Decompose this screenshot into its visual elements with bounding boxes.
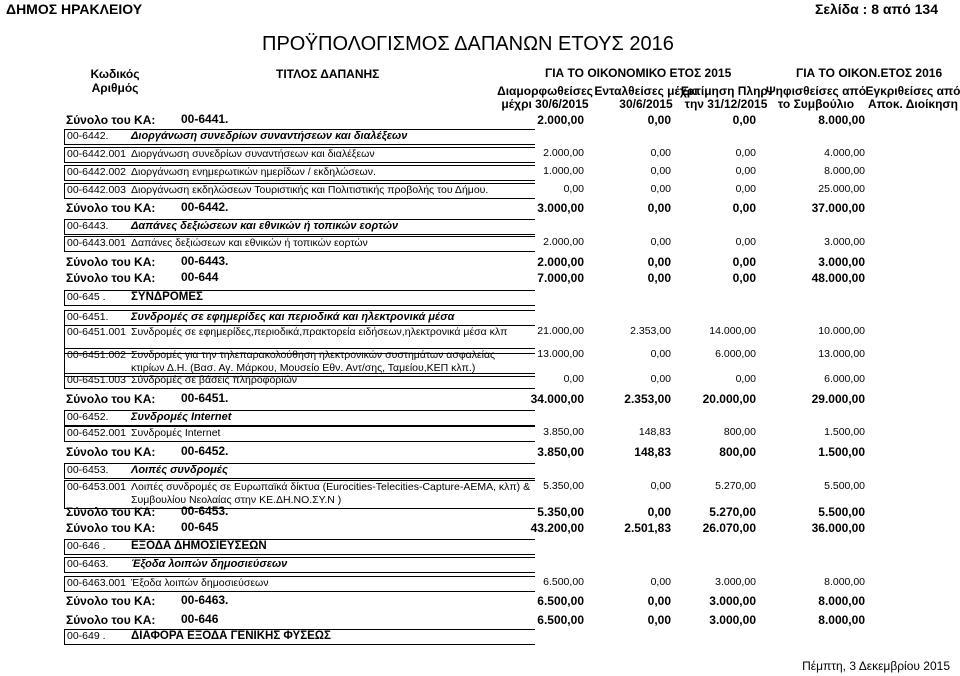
row-code: Σύνολο του ΚΑ: (66, 521, 156, 535)
row-code: 00-6443. (67, 220, 109, 232)
value-voted: 8.000,00 (824, 576, 865, 588)
value-formed: 5.350,00 (537, 505, 584, 519)
row-code: 00-6453. (67, 464, 109, 476)
section-heading-row (64, 129, 535, 145)
value-voted: 48.000,00 (811, 271, 865, 285)
row-description: Δαπάνες δεξιώσεων και εθνικών ή τοπικών εορτών (131, 237, 368, 249)
value-formed: 2.000,00 (543, 147, 584, 159)
col-approved-2: Αποκ. Διοίκηση (868, 97, 958, 111)
value-voted: 5.500,00 (824, 480, 865, 492)
row-code: 00-6442.003 (67, 184, 126, 196)
row-description: Λοιπές συνδρομές (131, 464, 228, 476)
row-description: 00-6463. (181, 593, 229, 607)
row-description: ΕΞΟΔΑ ΔΗΜΟΣΙΕΥΣΕΩΝ (131, 540, 267, 552)
row-code: Σύνολο του ΚΑ: (66, 201, 156, 215)
value-formed: 2.000,00 (537, 113, 584, 127)
value-estimated: 5.270,00 (715, 480, 756, 492)
row-code: 00-6443.001 (67, 237, 126, 249)
value-formed: 2.000,00 (543, 236, 584, 248)
value-ordered: 0,00 (650, 576, 671, 588)
row-code: 00-645 . (67, 291, 106, 303)
value-ordered: 0,00 (650, 236, 671, 248)
value-formed: 3.000,00 (537, 201, 584, 215)
row-description: Συνδρομές για την τηλεπαρακολούθηση ηλεκτρονικών συστημάτων ασφαλείας κτιρίων Δ.Η. (Βασ. Αγ. Μάρκου, Μουσείο Εθν. Αντ/σης, Ταμείου,ΚΕΠ κλπ.) (131, 349, 496, 374)
row-description: Δαπάνες δεξιώσεων και εθνικών ή τοπικών εορτών (131, 220, 399, 232)
col-ordered-1: Ενταλθείσες μέχρι (594, 84, 698, 98)
row-description: Έξοδα λοιπών δημοσιεύσεων (131, 558, 288, 570)
value-estimated: 800,00 (723, 426, 756, 438)
table-row (64, 236, 535, 252)
row-code: Σύνολο του ΚΑ: (66, 505, 156, 519)
row-code: Σύνολο του ΚΑ: (66, 255, 156, 269)
row-description: Σύνδρομές σε βάσεις πληροφοριών (131, 374, 298, 386)
section-heading-row (64, 290, 535, 306)
value-voted: 10.000,00 (818, 325, 865, 337)
col-number-label: Αριθμός (91, 81, 139, 95)
value-ordered: 148,83 (638, 426, 671, 438)
row-description: Λοιπές συνδρομές σε Ευρωπαϊκά δίκτυα (Eurocities-Telecities-Capture-ΑΕΜΑ, κλπ) & Συμβουλίου Νεολαίας στην ΚΕ.ΔΗ.ΝΟ.ΣΥ.Ν ) (131, 481, 531, 506)
value-ordered: 2.353,00 (630, 325, 671, 337)
row-description: 00-6453. (181, 504, 229, 518)
value-voted: 8.000,00 (818, 113, 865, 127)
section-heading-row (64, 410, 535, 426)
value-estimated: 3.000,00 (715, 576, 756, 588)
row-code: Σύνολο του ΚΑ: (66, 392, 156, 406)
value-formed: 6.500,00 (543, 576, 584, 588)
page-title: ΠΡΟΫΠΟΛΟΓΙΣΜΟΣ ΔΑΠΑΝΩΝ ΕΤΟΥΣ 2016 (262, 33, 674, 55)
value-ordered: 0,00 (650, 147, 671, 159)
row-description: Διοργάνωση εκδηλώσεων Τουριστικής και Πολιτιστικής προβολής του Δήμου. (131, 184, 489, 196)
table-row (64, 426, 535, 442)
value-ordered: 2.501,83 (624, 521, 671, 535)
col-formed-2: μέχρι 30/6/2015 (501, 97, 589, 111)
row-code: 00-6442.002 (67, 166, 126, 178)
value-estimated: 800,00 (719, 445, 756, 459)
row-description: 00-6451. (181, 391, 229, 405)
row-description: Έξοδα λοιπών δημοσιεύσεων (131, 577, 269, 589)
value-formed: 21.000,00 (537, 325, 584, 337)
row-description: Διοργάνωση συνεδρίων συναντήσεων και διαλέξεων (131, 130, 408, 142)
row-description: ΔΙΑΦΟΡΑ ΕΞΟΔΑ ΓΕΝΙΚΗΣ ΦΥΣΕΩΣ (131, 630, 331, 642)
col-ordered-2: 30/6/2015 (619, 97, 673, 111)
value-ordered: 0,00 (650, 183, 671, 195)
value-voted: 3.000,00 (818, 255, 865, 269)
row-code: Σύνολο του ΚΑ: (66, 445, 156, 459)
col-code-label: Κωδικός (90, 67, 140, 81)
table-row (64, 165, 535, 181)
table-row (64, 373, 535, 389)
value-estimated: 0,00 (732, 201, 756, 215)
row-description: Διοργάνωση ενημερωτικών ημερίδων / εκδηλώσεων. (131, 166, 376, 178)
value-estimated: 3.000,00 (709, 613, 756, 627)
value-estimated: 0,00 (735, 183, 756, 195)
section-heading-row (64, 557, 535, 573)
row-code: 00-6452.001 (67, 427, 126, 439)
value-voted: 8.000,00 (818, 613, 865, 627)
value-ordered: 0,00 (647, 505, 671, 519)
value-ordered: 0,00 (650, 348, 671, 360)
col-title-label: ΤΙΤΛΟΣ ΔΑΠΑΝΗΣ (276, 67, 380, 81)
value-voted: 29.000,00 (811, 392, 865, 406)
value-ordered: 0,00 (647, 255, 671, 269)
row-code: 00-6442. (67, 130, 109, 142)
value-estimated: 14.000,00 (709, 325, 756, 337)
row-code: Σύνολο του ΚΑ: (66, 613, 156, 627)
row-code: 00-646 . (67, 540, 106, 552)
value-voted: 25.000,00 (818, 183, 865, 195)
row-description: 00-6443. (181, 254, 229, 268)
row-code: 00-6463.001 (67, 577, 126, 589)
section-heading-row (64, 629, 535, 645)
page-number: Σελίδα : 8 από 134 (814, 1, 938, 17)
section-heading-row (64, 463, 535, 479)
table-row (64, 147, 535, 163)
row-description: Συνδρομές Internet (131, 411, 232, 423)
value-ordered: 0,00 (650, 373, 671, 385)
value-estimated: 26.070,00 (702, 521, 756, 535)
value-estimated: 6.000,00 (715, 348, 756, 360)
value-ordered: 0,00 (650, 165, 671, 177)
section-heading-row (64, 539, 535, 555)
value-ordered: 0,00 (647, 271, 671, 285)
value-estimated: 0,00 (732, 113, 756, 127)
row-code: Σύνολο του ΚΑ: (66, 594, 156, 608)
value-estimated: 3.000,00 (709, 594, 756, 608)
row-code: 00-6451. (67, 311, 109, 323)
row-description: 00-646 (181, 612, 219, 626)
value-voted: 8.000,00 (818, 594, 865, 608)
value-formed: 43.200,00 (530, 521, 584, 535)
value-voted: 8.000,00 (824, 165, 865, 177)
value-formed: 1.000,00 (543, 165, 584, 177)
table-row (64, 576, 535, 592)
row-code: 00-6453.001 (67, 481, 126, 493)
value-estimated: 20.000,00 (702, 392, 756, 406)
value-estimated: 0,00 (735, 165, 756, 177)
row-code: Σύνολο του ΚΑ: (66, 113, 156, 127)
value-ordered: 0,00 (647, 594, 671, 608)
col-estimate-2: την 31/12/2015 (684, 97, 768, 111)
value-voted: 6.000,00 (824, 373, 865, 385)
value-ordered: 0,00 (647, 201, 671, 215)
row-description: 00-6452. (181, 444, 229, 458)
value-formed: 6.500,00 (537, 594, 584, 608)
row-description: ΣΥΝΔΡΟΜΕΣ (131, 291, 203, 303)
value-voted: 36.000,00 (811, 521, 865, 535)
col-estimate-1: Εκτίμηση Πληρ. (680, 84, 772, 98)
value-voted: 3.000,00 (824, 236, 865, 248)
value-voted: 5.500,00 (818, 505, 865, 519)
row-description: Συνδρομές σε εφημερίδες,περιοδικά,πρακτορεία ειδήσεων,ηλεκτρονικά μέσα κλπ (131, 326, 508, 338)
value-ordered: 0,00 (647, 613, 671, 627)
value-formed: 3.850,00 (537, 445, 584, 459)
col-group-2016: ΓΙΑ ΤΟ ΟΙΚΟΝ.ΕΤΟΣ 2016 (796, 66, 943, 80)
value-estimated: 0,00 (735, 147, 756, 159)
value-estimated: 0,00 (735, 236, 756, 248)
value-estimated: 0,00 (732, 255, 756, 269)
value-formed: 0,00 (563, 373, 584, 385)
value-ordered: 148,83 (634, 445, 671, 459)
value-estimated: 0,00 (732, 271, 756, 285)
row-code: 00-649 . (67, 630, 106, 642)
value-voted: 37.000,00 (811, 201, 865, 215)
row-code: 00-6451.003 (67, 374, 126, 386)
value-voted: 1.500,00 (818, 445, 865, 459)
value-formed: 0,00 (563, 183, 584, 195)
col-approved-1: Εγκριθείσες από (865, 84, 960, 98)
value-formed: 13.000,00 (537, 348, 584, 360)
value-estimated: 0,00 (735, 373, 756, 385)
col-formed-1: Διαμορφωθείσες (497, 84, 593, 98)
row-description: 00-6442. (181, 200, 229, 214)
value-formed: 7.000,00 (537, 271, 584, 285)
row-code: 00-6442.001 (67, 148, 126, 160)
row-description: Διοργάνωση συνεδρίων συναντήσεων και διαλέξεων (131, 148, 375, 160)
section-heading-row (64, 310, 535, 326)
section-heading-row (64, 219, 535, 235)
value-formed: 2.000,00 (537, 255, 584, 269)
col-voted-2: το Συμβούλιο (777, 97, 855, 111)
row-code: 00-6452. (67, 411, 109, 423)
row-description: 00-6441. (181, 112, 229, 126)
table-row (64, 183, 535, 199)
value-formed: 5.350,00 (543, 480, 584, 492)
value-ordered: 0,00 (647, 113, 671, 127)
row-description: Συνδρομές Internet (131, 427, 221, 439)
value-estimated: 5.270,00 (709, 505, 756, 519)
value-ordered: 0,00 (650, 480, 671, 492)
row-description: 00-645 (181, 520, 219, 534)
value-ordered: 2.353,00 (624, 392, 671, 406)
value-formed: 3.850,00 (543, 426, 584, 438)
col-voted-1: Ψηφισθείσες από (765, 84, 867, 98)
organization-name: ΔΗΜΟΣ ΗΡΑΚΛΕΙΟΥ (6, 1, 143, 17)
value-formed: 34.000,00 (530, 392, 584, 406)
col-group-2015: ΓΙΑ ΤΟ ΟΙΚΟΝΟΜΙΚΟ ΕΤΟΣ 2015 (545, 66, 732, 80)
value-voted: 1.500,00 (824, 426, 865, 438)
row-code: 00-6463. (67, 558, 109, 570)
row-description: 00-644 (181, 270, 219, 284)
row-code: Σύνολο του ΚΑ: (66, 271, 156, 285)
row-description: Συνδρομές σε εφημερίδες και περιοδικά και ηλεκτρονικά μέσα (131, 311, 455, 323)
footer-date: Πέμπτη, 3 Δεκεμβρίου 2015 (802, 659, 950, 673)
value-formed: 6.500,00 (537, 613, 584, 627)
row-code: 00-6451.001 (67, 326, 126, 338)
value-voted: 4.000,00 (824, 147, 865, 159)
row-code: 00-6451.002 (67, 349, 126, 361)
value-voted: 13.000,00 (818, 348, 865, 360)
